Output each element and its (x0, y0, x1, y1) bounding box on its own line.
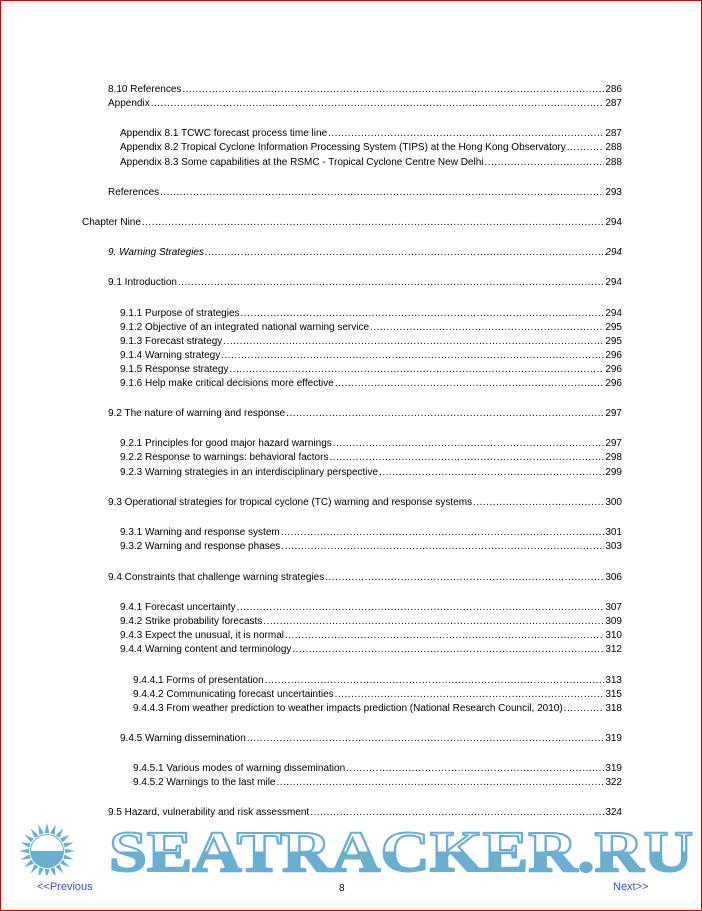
dot-leader (263, 615, 604, 628)
toc-entry[interactable] (108, 496, 622, 509)
dot-leader (333, 437, 605, 450)
dot-leader (370, 321, 604, 334)
toc-entry-page: 312 (605, 644, 622, 655)
toc-entry-page: 313 (605, 675, 622, 686)
seatracker-watermark (1, 823, 701, 875)
toc-entry-page: 319 (605, 763, 622, 774)
sun-ray (38, 867, 43, 875)
dot-leader (310, 806, 604, 819)
toc-entry[interactable] (120, 526, 622, 539)
toc-entry-page: 309 (605, 616, 622, 627)
dot-leader (292, 643, 604, 656)
dot-leader (265, 674, 605, 687)
toc-entry[interactable] (120, 335, 622, 348)
toc-entry[interactable] (120, 451, 622, 464)
toc-entry-page: 322 (605, 777, 622, 788)
sun-logo-icon (19, 823, 75, 875)
toc-entry-title: 9.4.4.1 Forms of presentation (133, 675, 264, 686)
toc-entry[interactable] (120, 377, 622, 390)
toc-entry-title: Appendix 8.1 TCWC forecast process time line (120, 128, 328, 139)
toc-entry[interactable] (120, 629, 622, 642)
watermark-text: SEATRACKER.RU (109, 823, 693, 875)
sun-ray (24, 860, 34, 868)
toc-entry-page: 287 (605, 98, 622, 109)
toc-entry-title: 9.4.5.2 Warnings to the last mile (133, 777, 276, 788)
sun-ray (50, 824, 55, 834)
toc-entry[interactable] (120, 540, 622, 553)
toc-entry-title: 9.1.2 Objective of an integrated national warning service (120, 322, 370, 333)
toc-entry[interactable] (120, 127, 622, 140)
dot-leader (325, 571, 604, 584)
toc-entry-title: 9.1.6 Help make critical decisions more effective (120, 378, 334, 389)
toc-entry-page: 324 (605, 807, 622, 818)
toc-entry-page: 307 (605, 602, 622, 613)
dot-leader (247, 732, 605, 745)
toc-entry-page: 294 (605, 217, 622, 228)
toc-entry-page: 295 (605, 322, 622, 333)
toc-entry[interactable] (108, 83, 622, 96)
toc-entry-page: 318 (605, 703, 622, 714)
dot-leader (223, 335, 604, 348)
toc-entry-title: 9.4.4.2 Communicating forecast uncertainties (133, 689, 334, 700)
toc-entry-page: 294 (605, 308, 622, 319)
sun-ray (63, 854, 73, 859)
toc-entry-title: 9.4.5.1 Various modes of warning dissemination (133, 763, 346, 774)
dot-leader (285, 629, 604, 642)
toc-entry[interactable] (108, 806, 622, 819)
sun-ray (24, 835, 34, 843)
toc-entry[interactable] (133, 776, 622, 789)
dot-leader (335, 688, 605, 701)
dot-leader (151, 97, 605, 110)
toc-entry-page: 296 (605, 378, 622, 389)
toc-entry-title: 9.3.1 Warning and response system (120, 527, 280, 538)
toc-entry-page: 288 (605, 142, 622, 153)
toc-entry-title: 9.2.2 Response to warnings: behavioral factors (120, 452, 329, 463)
toc-entry-title: Appendix 8.3 Some capabilities at the RSMC - Tropical Cyclone Centre New Delhi (120, 157, 484, 168)
toc-entry-title: 9.4 Constraints that challenge warning strategies (108, 572, 325, 583)
dot-leader (346, 762, 604, 775)
toc-entry-page: 298 (605, 452, 622, 463)
dot-leader (335, 377, 605, 390)
toc-entry-page: 306 (605, 572, 622, 583)
toc-entry-title: 9.1.4 Warning strategy (120, 350, 221, 361)
sun-ray (38, 824, 43, 834)
toc-entry-page: 295 (605, 336, 622, 347)
next-link[interactable]: Next>> (613, 881, 649, 893)
dot-leader (221, 349, 604, 362)
sun-ray (45, 869, 50, 875)
toc-entry-title: Appendix (108, 98, 150, 109)
dot-leader (241, 307, 605, 320)
toc-entry-page: 296 (605, 350, 622, 361)
toc-entry[interactable] (120, 349, 622, 362)
toc-entry-page: 294 (605, 247, 622, 258)
toc-entry-title: References (108, 187, 160, 198)
dot-leader (567, 141, 605, 154)
previous-link[interactable]: <<Previous (37, 881, 93, 893)
toc-entry[interactable] (133, 702, 622, 715)
sun-ray (63, 842, 73, 847)
toc-entry-page: 310 (605, 630, 622, 641)
dot-leader (229, 363, 604, 376)
dot-leader (178, 276, 604, 289)
sun-ray (60, 860, 70, 868)
toc-entry-title: 9.1 Introduction (108, 277, 177, 288)
sun-ray (65, 849, 75, 854)
sun-ray (20, 842, 30, 847)
toc-entry-page: 303 (605, 541, 622, 552)
toc-entry-page: 319 (605, 733, 622, 744)
toc-entry-title: 9. Warning Strategies (108, 247, 204, 258)
toc-entry-page: 301 (605, 527, 622, 538)
toc-entry-title: 9.4.4 Warning content and terminology (120, 644, 292, 655)
page-number: 8 (339, 883, 345, 894)
toc-entry-title: 9.5 Hazard, vulnerability and risk assessment (108, 807, 310, 818)
dot-leader (281, 540, 604, 553)
toc-entry-title: 8.10 References (108, 84, 182, 95)
toc-entry[interactable] (120, 363, 622, 376)
dot-leader (281, 526, 605, 539)
toc-entry-page: 286 (605, 84, 622, 95)
toc-entry-page: 294 (605, 277, 622, 288)
toc-entry[interactable] (108, 571, 622, 584)
dot-leader (142, 216, 604, 229)
dot-leader (237, 601, 605, 614)
dot-leader (276, 776, 604, 789)
toc-entry[interactable] (133, 674, 622, 687)
dot-leader (160, 186, 604, 199)
toc-entry[interactable] (120, 156, 622, 169)
dot-leader (485, 156, 605, 169)
toc-entry-page: 315 (605, 689, 622, 700)
sun-ray (56, 828, 64, 838)
sun-ray (19, 849, 29, 854)
dot-leader (473, 496, 604, 509)
dot-leader (286, 407, 604, 420)
toc-entry-title: 9.2 The nature of warning and response (108, 408, 286, 419)
toc-entry-page: 287 (605, 128, 622, 139)
sun-ray (45, 823, 50, 833)
toc-entry[interactable] (108, 246, 622, 259)
toc-entry[interactable] (120, 307, 622, 320)
dot-leader (328, 127, 604, 140)
toc-entry-title: 9.2.1 Principles for good major hazard warnings (120, 438, 332, 449)
toc-entry[interactable] (108, 276, 622, 289)
toc-entry[interactable] (133, 762, 622, 775)
dot-leader (379, 466, 604, 479)
toc-entry[interactable] (108, 97, 622, 110)
toc-entry[interactable] (133, 688, 622, 701)
toc-entry-page: 300 (605, 497, 622, 508)
toc-entry-title: 9.2.3 Warning strategies in an interdisciplinary perspective (120, 467, 379, 478)
toc-entry-title: Appendix 8.2 Tropical Cyclone Information Processing System (TIPS) at the Hong Kong Observatory (120, 142, 566, 153)
toc-entry[interactable] (120, 643, 622, 656)
toc-entry[interactable] (120, 601, 622, 614)
toc-entry-page: 293 (605, 187, 622, 198)
dot-leader (182, 83, 604, 96)
toc-entry[interactable] (108, 407, 622, 420)
toc-entry[interactable] (120, 437, 622, 450)
sun-ray (20, 854, 30, 859)
dot-leader (205, 246, 604, 259)
toc-entry[interactable] (120, 732, 622, 745)
toc-entry-title: 9.1.3 Forecast strategy (120, 336, 223, 347)
sun-ray (60, 835, 70, 843)
toc-entry-page: 296 (605, 364, 622, 375)
toc-entry-title: 9.4.3 Expect the unusual, it is normal (120, 630, 284, 641)
toc-entry-title: 9.4.1 Forecast uncertainty (120, 602, 236, 613)
toc-entry[interactable] (120, 141, 622, 154)
toc-entry-page: 288 (605, 157, 622, 168)
sun-ray (31, 864, 39, 874)
sun-ray (56, 864, 64, 874)
toc-entry[interactable] (120, 321, 622, 334)
toc-entry-title: Chapter Nine (82, 217, 141, 228)
toc-entry[interactable] (120, 615, 622, 628)
sun-ray (50, 867, 55, 875)
dot-leader (329, 451, 604, 464)
toc-entry-title: 9.4.4.3 From weather prediction to weather impacts prediction (National Research Council, 2010) (133, 703, 563, 714)
toc-entry-page: 297 (605, 438, 622, 449)
toc-entry-title: 9.3.2 Warning and response phases (120, 541, 281, 552)
toc-entry-title: 9.1.1 Purpose of strategies (120, 308, 240, 319)
toc-entry-title: 9.1.5 Response strategy (120, 364, 229, 375)
toc-entry-title: 9.4.5 Warning dissemination (120, 733, 246, 744)
toc-entry-title: 9.3 Operational strategies for tropical cyclone (TC) warning and response systems (108, 497, 473, 508)
dot-leader (564, 702, 605, 715)
sun-ray (31, 828, 39, 838)
toc-entry[interactable] (108, 186, 622, 199)
toc-entry-page: 299 (605, 467, 622, 478)
toc-entry-page: 297 (605, 408, 622, 419)
toc-entry-title: 9.4.2 Strike probability forecasts (120, 616, 263, 627)
toc-entry[interactable] (82, 216, 622, 229)
toc-entry[interactable] (120, 466, 622, 479)
